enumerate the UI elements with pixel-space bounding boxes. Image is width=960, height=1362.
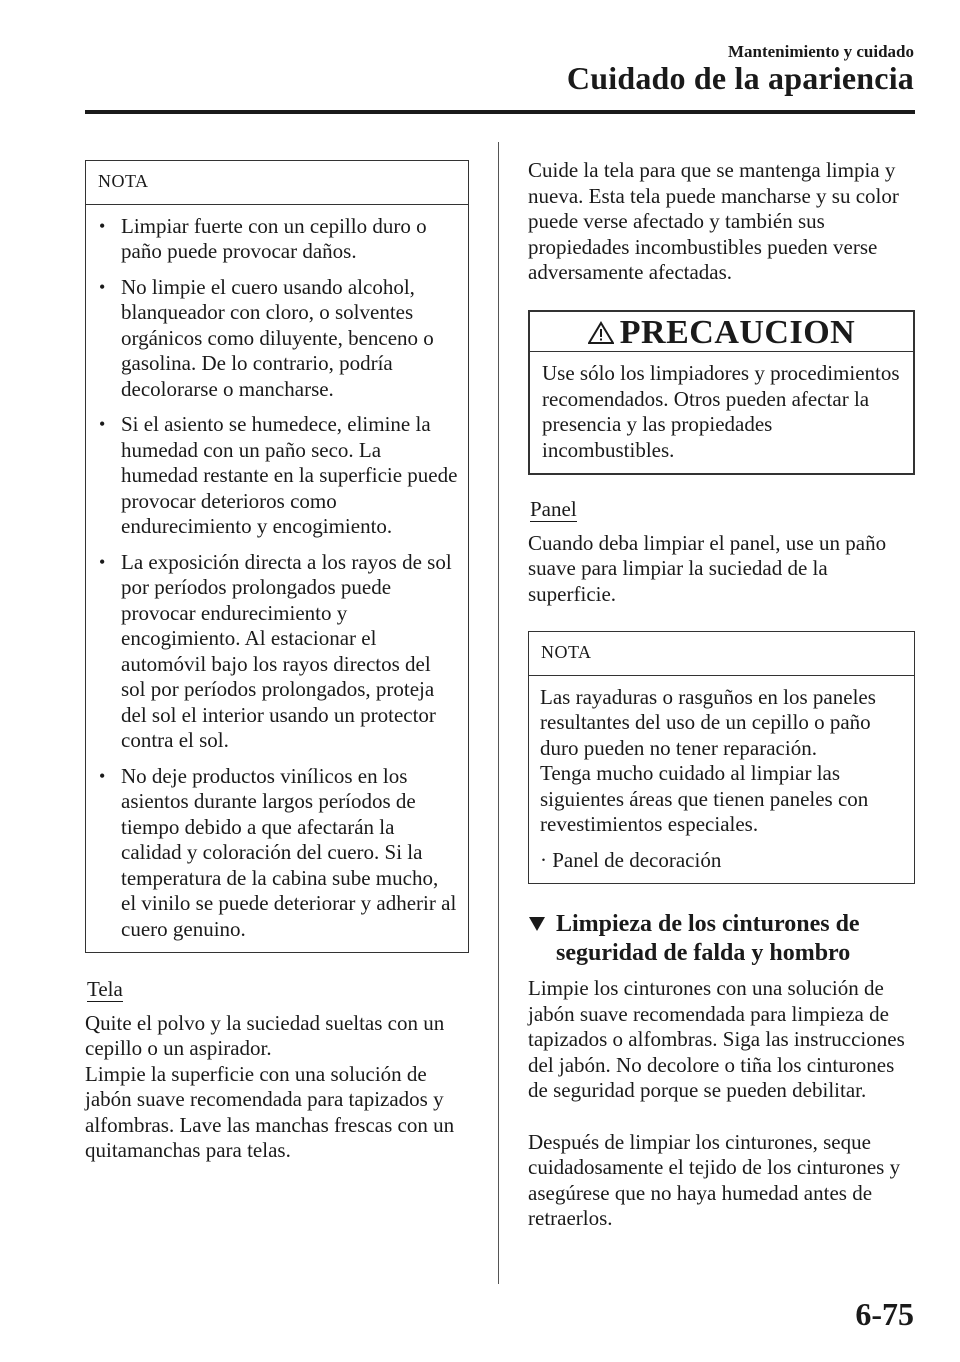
left-column xyxy=(85,160,469,1164)
note-bullet: • La exposición directa a los rayos de sol por períodos prolongados puede provocar endurecimiento y encogimiento. Al estacionar el automóvil bajo los rayos directos del sol por períodos prolongados, proteja del sol el interior usando un protector contra el sol. xyxy=(97,550,458,754)
note-paragraph-1: Las rayaduras o rasguños en los paneles resultantes del uso de un cepillo o paño duro pueden no tener reparación. xyxy=(540,684,876,760)
fabric-intro-paragraph: Cuide la tela para que se mantenga limpia y nueva. Esta tela puede mancharse y su color puede verse afectado y también sus propiedades incombustibles pueden verse adversamente afectadas. xyxy=(528,158,899,284)
panel-paragraph: Cuando deba limpiar el panel, use un paño suave para limpiar la suciedad de la superficie. xyxy=(528,530,887,606)
seatbelt-paragraph-2: Después de limpiar los cinturones, seque cuidadosamente el tejido de los cinturones y asegúrese que no haya humedad antes de retraerlos. xyxy=(528,1129,901,1230)
note-box-heading: NOTA xyxy=(86,161,468,205)
page-number: 6-75 xyxy=(855,1296,914,1332)
note-bullet: • No limpie el cuero usando alcohol, blanqueador con cloro, o solventes orgánicos como diluyente, benceno o gasolina. De lo contrario, podría decolorarse o mancharse. xyxy=(97,275,458,403)
panel-heading xyxy=(530,497,915,523)
note-list-item: · Panel de decoración xyxy=(540,847,722,872)
section-title xyxy=(528,910,915,968)
column-divider xyxy=(498,142,499,1284)
caution-box xyxy=(528,310,915,476)
panel-heading-text: Panel xyxy=(530,497,577,521)
tela-heading-text: Tela xyxy=(87,977,123,1001)
note-bullet-list xyxy=(97,214,458,943)
caution-body: Use sólo los limpiadores y procedimientos recomendados. Otros pueden afectar la presencia y las propiedades incombustibles. xyxy=(542,361,900,462)
note-box-panel xyxy=(528,631,915,884)
page-title: Cuidado de la apariencia xyxy=(566,60,914,96)
header-section-name: Mantenimiento y cuidado xyxy=(727,42,914,61)
note-box-heading: NOTA xyxy=(529,632,914,676)
note-bullet: • No deje productos vinílicos en los asientos durante largos períodos de tiempo debido a que afectarán la calidad y coloración del cuero. Si la temperatura de la cabina sube mucho, el vinilo se puede deteriorar y adherir al cuero genuino. xyxy=(97,764,458,943)
header-rule xyxy=(85,110,915,114)
note-box-body xyxy=(529,676,914,884)
tela-paragraph-1: Quite el polvo y la suciedad sueltas con un cepillo o un aspirador. xyxy=(85,1010,445,1060)
seatbelt-paragraph-1: Limpie los cinturones con una solución de jabón suave recomendada para limpieza de tapizados o alfombras. Siga las instrucciones del jabón. No decolore o tiña los cinturones de seguridad porque se pueden debilitar. xyxy=(528,976,905,1102)
caution-heading xyxy=(530,312,913,353)
tela-heading xyxy=(87,977,469,1003)
section-title-text: Limpieza de los cinturones de seguridad de falda y hombro xyxy=(556,911,860,966)
note-box-leather xyxy=(85,160,469,953)
note-paragraph-2: Tenga mucho cuidado al limpiar las siguientes áreas que tienen paneles con revestimientos especiales. xyxy=(540,761,869,836)
caution-heading-text: PRECAUCION xyxy=(619,313,856,351)
note-bullet: • Limpiar fuerte con un cepillo duro o paño puede provocar daños. xyxy=(97,214,458,265)
triangle-down-icon xyxy=(528,916,546,932)
warning-triangle-icon xyxy=(588,321,614,345)
note-box-body xyxy=(86,205,468,953)
right-column xyxy=(528,158,915,1232)
tela-paragraph-2: Limpie la superficie con una solución de jabón suave recomendada para tapizados y alfombras. Lave las manchas frescas con un quitamanchas para telas. xyxy=(85,1061,455,1162)
note-bullet: • Si el asiento se humedece, elimine la humedad con un paño seco. La humedad restante en la superficie puede provocar deterioros como endurecimiento y encogimiento. xyxy=(97,412,458,540)
